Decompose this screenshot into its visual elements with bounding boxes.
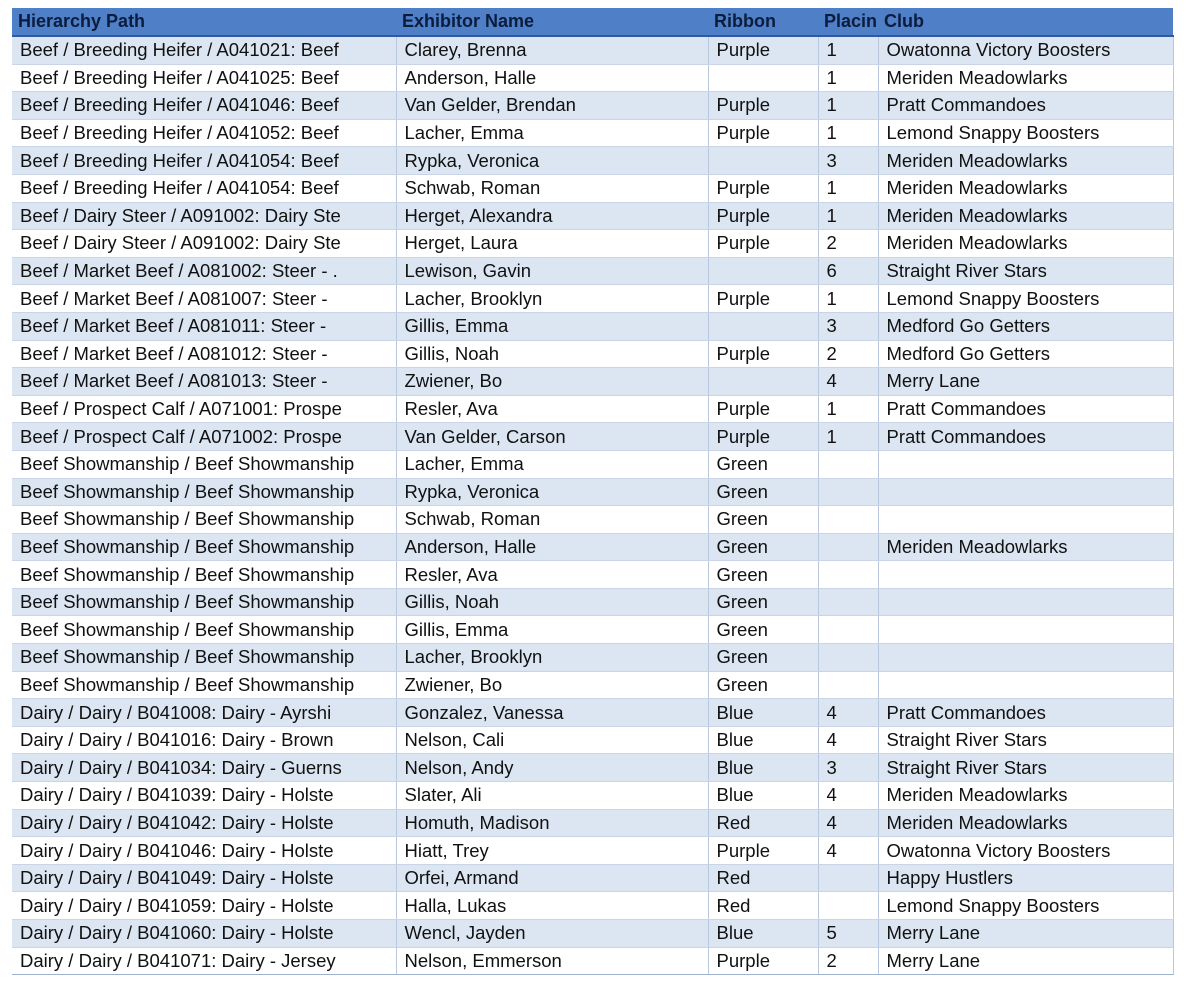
cell-exhibitor-name: Lacher, Brooklyn xyxy=(396,285,708,313)
cell-hierarchy-path: Beef / Breeding Heifer / A041054: Beef xyxy=(12,147,396,175)
cell-exhibitor-name: Schwab, Roman xyxy=(396,506,708,534)
cell-placing xyxy=(818,478,878,506)
cell-placing: 4 xyxy=(818,368,878,396)
cell-placing: 2 xyxy=(818,230,878,258)
cell-club: Meriden Meadowlarks xyxy=(878,202,1173,230)
table-row[interactable] xyxy=(12,892,1173,920)
cell-ribbon: Purple xyxy=(708,285,818,313)
cell-ribbon xyxy=(708,257,818,285)
cell-ribbon: Green xyxy=(708,671,818,699)
cell-ribbon xyxy=(708,64,818,92)
cell-ribbon: Blue xyxy=(708,754,818,782)
cell-exhibitor-name: Gonzalez, Vanessa xyxy=(396,699,708,727)
cell-exhibitor-name: Homuth, Madison xyxy=(396,809,708,837)
cell-club: Pratt Commandoes xyxy=(878,423,1173,451)
cell-placing: 4 xyxy=(818,726,878,754)
cell-exhibitor-name: Gillis, Noah xyxy=(396,340,708,368)
cell-club: Medford Go Getters xyxy=(878,312,1173,340)
cell-exhibitor-name: Nelson, Andy xyxy=(396,754,708,782)
cell-exhibitor-name: Zwiener, Bo xyxy=(396,368,708,396)
table-row[interactable] xyxy=(12,395,1173,423)
cell-club: Meriden Meadowlarks xyxy=(878,809,1173,837)
cell-placing xyxy=(818,588,878,616)
cell-hierarchy-path: Beef / Market Beef / A081012: Steer - xyxy=(12,340,396,368)
cell-hierarchy-path: Dairy / Dairy / B041034: Dairy - Guerns xyxy=(12,754,396,782)
table-row[interactable] xyxy=(12,616,1173,644)
cell-ribbon: Purple xyxy=(708,92,818,120)
cell-club: Meriden Meadowlarks xyxy=(878,174,1173,202)
table-row[interactable] xyxy=(12,340,1173,368)
cell-club: Lemond Snappy Boosters xyxy=(878,892,1173,920)
cell-hierarchy-path: Beef / Breeding Heifer / A041021: Beef xyxy=(12,36,396,64)
cell-ribbon xyxy=(708,368,818,396)
cell-placing: 1 xyxy=(818,285,878,313)
table-row[interactable] xyxy=(12,726,1173,754)
cell-placing: 2 xyxy=(818,947,878,975)
table-row[interactable] xyxy=(12,147,1173,175)
cell-exhibitor-name: Hiatt, Trey xyxy=(396,837,708,865)
cell-ribbon: Green xyxy=(708,450,818,478)
cell-club: Straight River Stars xyxy=(878,257,1173,285)
cell-exhibitor-name: Schwab, Roman xyxy=(396,174,708,202)
cell-exhibitor-name: Wencl, Jayden xyxy=(396,920,708,948)
cell-club: Meriden Meadowlarks xyxy=(878,782,1173,810)
cell-ribbon: Purple xyxy=(708,36,818,64)
cell-exhibitor-name: Halla, Lukas xyxy=(396,892,708,920)
cell-club: Merry Lane xyxy=(878,368,1173,396)
cell-club xyxy=(878,616,1173,644)
cell-hierarchy-path: Beef Showmanship / Beef Showmanship xyxy=(12,561,396,589)
cell-exhibitor-name: Zwiener, Bo xyxy=(396,671,708,699)
header-club[interactable]: Club xyxy=(878,8,1173,36)
cell-placing xyxy=(818,561,878,589)
cell-club: Medford Go Getters xyxy=(878,340,1173,368)
cell-placing xyxy=(818,892,878,920)
table-row[interactable] xyxy=(12,257,1173,285)
cell-exhibitor-name: Slater, Ali xyxy=(396,782,708,810)
table-row[interactable] xyxy=(12,36,1173,64)
cell-ribbon: Green xyxy=(708,506,818,534)
cell-hierarchy-path: Beef Showmanship / Beef Showmanship xyxy=(12,644,396,672)
cell-exhibitor-name: Resler, Ava xyxy=(396,561,708,589)
cell-exhibitor-name: Anderson, Halle xyxy=(396,533,708,561)
cell-ribbon: Green xyxy=(708,616,818,644)
cell-ribbon: Purple xyxy=(708,423,818,451)
cell-club xyxy=(878,561,1173,589)
cell-placing: 6 xyxy=(818,257,878,285)
cell-hierarchy-path: Beef / Dairy Steer / A091002: Dairy Ste xyxy=(12,202,396,230)
cell-hierarchy-path: Beef / Breeding Heifer / A041046: Beef xyxy=(12,92,396,120)
cell-placing: 2 xyxy=(818,340,878,368)
cell-placing: 1 xyxy=(818,395,878,423)
cell-hierarchy-path: Beef Showmanship / Beef Showmanship xyxy=(12,478,396,506)
cell-placing xyxy=(818,450,878,478)
table-row[interactable] xyxy=(12,202,1173,230)
cell-hierarchy-path: Dairy / Dairy / B041059: Dairy - Holste xyxy=(12,892,396,920)
cell-club: Meriden Meadowlarks xyxy=(878,147,1173,175)
table-row[interactable] xyxy=(12,506,1173,534)
cell-exhibitor-name: Herget, Alexandra xyxy=(396,202,708,230)
cell-ribbon: Blue xyxy=(708,699,818,727)
cell-ribbon: Green xyxy=(708,478,818,506)
cell-club: Pratt Commandoes xyxy=(878,395,1173,423)
cell-exhibitor-name: Nelson, Cali xyxy=(396,726,708,754)
cell-hierarchy-path: Beef / Prospect Calf / A071001: Prospe xyxy=(12,395,396,423)
cell-ribbon: Purple xyxy=(708,395,818,423)
cell-ribbon: Blue xyxy=(708,782,818,810)
cell-placing: 4 xyxy=(818,809,878,837)
cell-ribbon: Purple xyxy=(708,119,818,147)
cell-exhibitor-name: Gillis, Emma xyxy=(396,616,708,644)
cell-ribbon: Red xyxy=(708,864,818,892)
cell-hierarchy-path: Beef / Dairy Steer / A091002: Dairy Ste xyxy=(12,230,396,258)
cell-exhibitor-name: Clarey, Brenna xyxy=(396,36,708,64)
cell-hierarchy-path: Dairy / Dairy / B041008: Dairy - Ayrshi xyxy=(12,699,396,727)
cell-placing: 3 xyxy=(818,312,878,340)
cell-ribbon: Purple xyxy=(708,230,818,258)
cell-hierarchy-path: Dairy / Dairy / B041071: Dairy - Jersey xyxy=(12,947,396,975)
cell-exhibitor-name: Lacher, Brooklyn xyxy=(396,644,708,672)
cell-hierarchy-path: Beef Showmanship / Beef Showmanship xyxy=(12,671,396,699)
cell-hierarchy-path: Beef / Market Beef / A081013: Steer - xyxy=(12,368,396,396)
cell-exhibitor-name: Gillis, Noah xyxy=(396,588,708,616)
table-row[interactable] xyxy=(12,754,1173,782)
cell-ribbon: Green xyxy=(708,588,818,616)
cell-placing: 1 xyxy=(818,174,878,202)
cell-exhibitor-name: Rypka, Veronica xyxy=(396,147,708,175)
cell-club: Pratt Commandoes xyxy=(878,92,1173,120)
cell-club: Meriden Meadowlarks xyxy=(878,230,1173,258)
cell-club: Owatonna Victory Boosters xyxy=(878,837,1173,865)
cell-hierarchy-path: Beef / Market Beef / A081002: Steer - . xyxy=(12,257,396,285)
cell-placing: 1 xyxy=(818,64,878,92)
cell-club: Straight River Stars xyxy=(878,754,1173,782)
table-row[interactable] xyxy=(12,561,1173,589)
cell-club xyxy=(878,588,1173,616)
cell-hierarchy-path: Dairy / Dairy / B041039: Dairy - Holste xyxy=(12,782,396,810)
table-row[interactable] xyxy=(12,92,1173,120)
cell-exhibitor-name: Anderson, Halle xyxy=(396,64,708,92)
cell-placing: 5 xyxy=(818,920,878,948)
cell-club: Owatonna Victory Boosters xyxy=(878,36,1173,64)
table-row[interactable] xyxy=(12,699,1173,727)
cell-placing: 3 xyxy=(818,754,878,782)
cell-placing xyxy=(818,644,878,672)
table-body xyxy=(12,36,1173,975)
cell-club: Meriden Meadowlarks xyxy=(878,533,1173,561)
cell-hierarchy-path: Beef / Breeding Heifer / A041025: Beef xyxy=(12,64,396,92)
cell-exhibitor-name: Van Gelder, Carson xyxy=(396,423,708,451)
cell-ribbon: Red xyxy=(708,892,818,920)
cell-hierarchy-path: Beef Showmanship / Beef Showmanship xyxy=(12,506,396,534)
cell-hierarchy-path: Beef / Market Beef / A081011: Steer - xyxy=(12,312,396,340)
cell-club: Lemond Snappy Boosters xyxy=(878,119,1173,147)
table-row[interactable] xyxy=(12,64,1173,92)
cell-hierarchy-path: Beef / Prospect Calf / A071002: Prospe xyxy=(12,423,396,451)
cell-hierarchy-path: Dairy / Dairy / B041060: Dairy - Holste xyxy=(12,920,396,948)
table-row[interactable] xyxy=(12,671,1173,699)
cell-ribbon xyxy=(708,147,818,175)
table-row[interactable] xyxy=(12,809,1173,837)
table-row[interactable] xyxy=(12,312,1173,340)
table-row[interactable] xyxy=(12,119,1173,147)
cell-ribbon: Purple xyxy=(708,837,818,865)
table-row[interactable] xyxy=(12,423,1173,451)
cell-ribbon: Purple xyxy=(708,202,818,230)
cell-placing: 1 xyxy=(818,423,878,451)
cell-club: Happy Hustlers xyxy=(878,864,1173,892)
table-row[interactable] xyxy=(12,920,1173,948)
cell-hierarchy-path: Dairy / Dairy / B041046: Dairy - Holste xyxy=(12,837,396,865)
table-row[interactable] xyxy=(12,782,1173,810)
cell-club xyxy=(878,450,1173,478)
header-ribbon[interactable]: Ribbon xyxy=(708,8,818,36)
table-row[interactable] xyxy=(12,285,1173,313)
table-row[interactable] xyxy=(12,837,1173,865)
cell-club xyxy=(878,671,1173,699)
cell-club: Merry Lane xyxy=(878,947,1173,975)
cell-placing: 4 xyxy=(818,699,878,727)
cell-ribbon: Purple xyxy=(708,174,818,202)
cell-exhibitor-name: Orfei, Armand xyxy=(396,864,708,892)
cell-exhibitor-name: Lewison, Gavin xyxy=(396,257,708,285)
cell-club: Meriden Meadowlarks xyxy=(878,64,1173,92)
cell-ribbon: Red xyxy=(708,809,818,837)
cell-hierarchy-path: Beef Showmanship / Beef Showmanship xyxy=(12,450,396,478)
table-row[interactable] xyxy=(12,368,1173,396)
cell-ribbon: Green xyxy=(708,644,818,672)
cell-ribbon: Blue xyxy=(708,920,818,948)
header-row xyxy=(12,8,1173,36)
cell-exhibitor-name: Lacher, Emma xyxy=(396,119,708,147)
table-row[interactable] xyxy=(12,450,1173,478)
cell-exhibitor-name: Rypka, Veronica xyxy=(396,478,708,506)
table-row[interactable] xyxy=(12,533,1173,561)
cell-exhibitor-name: Lacher, Emma xyxy=(396,450,708,478)
table-row[interactable] xyxy=(12,644,1173,672)
cell-placing xyxy=(818,864,878,892)
header-hierarchy-path[interactable]: Hierarchy Path xyxy=(12,8,396,36)
cell-ribbon: Blue xyxy=(708,726,818,754)
header-exhibitor-name[interactable]: Exhibitor Name xyxy=(396,8,708,36)
cell-placing xyxy=(818,533,878,561)
cell-hierarchy-path: Beef Showmanship / Beef Showmanship xyxy=(12,533,396,561)
table-row[interactable] xyxy=(12,478,1173,506)
cell-placing xyxy=(818,506,878,534)
cell-club: Straight River Stars xyxy=(878,726,1173,754)
cell-hierarchy-path: Dairy / Dairy / B041049: Dairy - Holste xyxy=(12,864,396,892)
cell-club: Lemond Snappy Boosters xyxy=(878,285,1173,313)
cell-hierarchy-path: Dairy / Dairy / B041042: Dairy - Holste xyxy=(12,809,396,837)
cell-hierarchy-path: Beef / Breeding Heifer / A041052: Beef xyxy=(12,119,396,147)
cell-placing: 4 xyxy=(818,837,878,865)
results-sheet xyxy=(12,8,1173,975)
cell-placing xyxy=(818,616,878,644)
cell-placing xyxy=(818,671,878,699)
cell-placing: 1 xyxy=(818,119,878,147)
cell-ribbon: Purple xyxy=(708,340,818,368)
cell-club xyxy=(878,644,1173,672)
header-placing[interactable]: Placin xyxy=(818,8,878,36)
results-table xyxy=(12,8,1174,975)
cell-club: Merry Lane xyxy=(878,920,1173,948)
cell-placing: 1 xyxy=(818,92,878,120)
table-row[interactable] xyxy=(12,588,1173,616)
cell-exhibitor-name: Nelson, Emmerson xyxy=(396,947,708,975)
cell-exhibitor-name: Resler, Ava xyxy=(396,395,708,423)
cell-exhibitor-name: Van Gelder, Brendan xyxy=(396,92,708,120)
table-row[interactable] xyxy=(12,230,1173,258)
cell-ribbon: Purple xyxy=(708,947,818,975)
cell-club xyxy=(878,506,1173,534)
cell-hierarchy-path: Beef Showmanship / Beef Showmanship xyxy=(12,588,396,616)
cell-ribbon: Green xyxy=(708,533,818,561)
cell-hierarchy-path: Beef / Breeding Heifer / A041054: Beef xyxy=(12,174,396,202)
cell-exhibitor-name: Gillis, Emma xyxy=(396,312,708,340)
table-row[interactable] xyxy=(12,174,1173,202)
cell-placing: 4 xyxy=(818,782,878,810)
table-row[interactable] xyxy=(12,947,1173,975)
table-row[interactable] xyxy=(12,864,1173,892)
cell-ribbon xyxy=(708,312,818,340)
cell-placing: 3 xyxy=(818,147,878,175)
cell-placing: 1 xyxy=(818,202,878,230)
cell-club xyxy=(878,478,1173,506)
cell-ribbon: Green xyxy=(708,561,818,589)
cell-placing: 1 xyxy=(818,36,878,64)
cell-hierarchy-path: Beef Showmanship / Beef Showmanship xyxy=(12,616,396,644)
cell-hierarchy-path: Beef / Market Beef / A081007: Steer - xyxy=(12,285,396,313)
cell-club: Pratt Commandoes xyxy=(878,699,1173,727)
cell-hierarchy-path: Dairy / Dairy / B041016: Dairy - Brown xyxy=(12,726,396,754)
cell-exhibitor-name: Herget, Laura xyxy=(396,230,708,258)
